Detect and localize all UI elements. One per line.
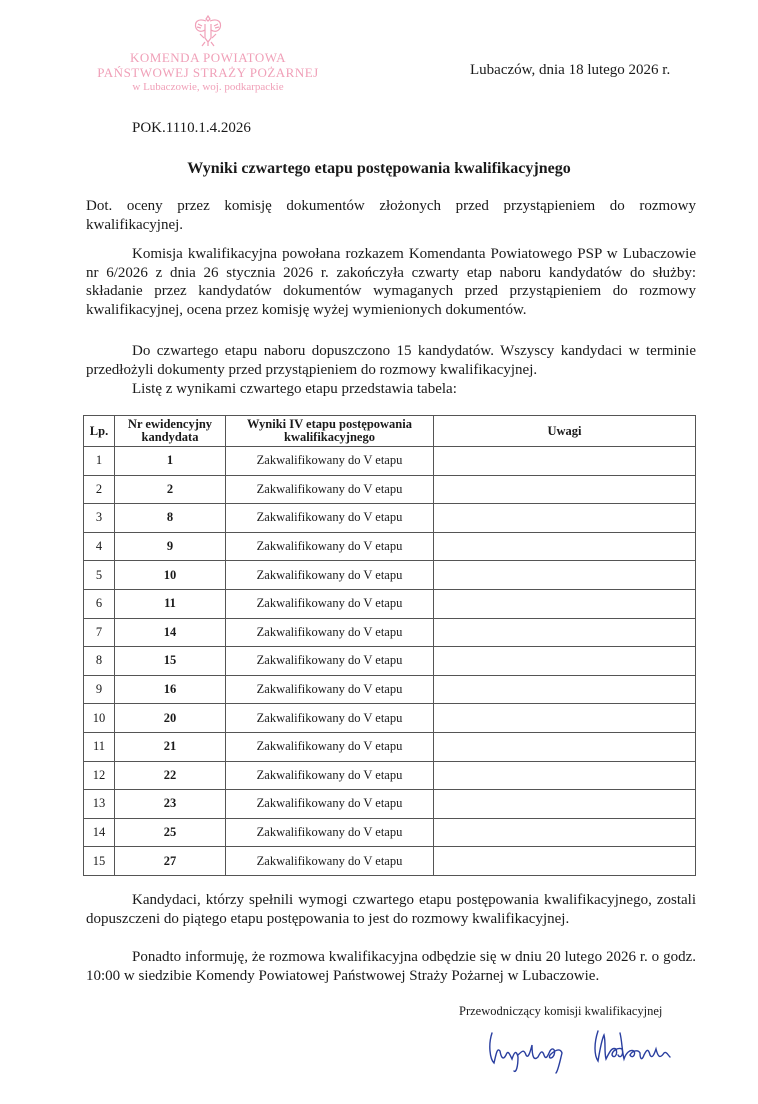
cell-notes xyxy=(434,732,696,761)
subject-paragraph: Dot. oceny przez komisję dokumentów złożonych przed przystąpieniem do rozmowy kwalifikacyjnej. xyxy=(86,198,696,233)
cell-result: Zakwalifikowany do V etapu xyxy=(226,504,434,533)
reference-number: POK.1110.1.4.2026 xyxy=(132,120,251,136)
results-table xyxy=(83,415,696,876)
cell-candidate-number: 15 xyxy=(115,647,226,676)
table-row xyxy=(84,647,696,676)
cell-result: Zakwalifikowany do V etapu xyxy=(226,704,434,733)
document-title: Wyniki czwartego etapu postępowania kwalifikacyjnego xyxy=(187,160,571,177)
table-row xyxy=(84,504,696,533)
cell-notes xyxy=(434,761,696,790)
cell-result: Zakwalifikowany do V etapu xyxy=(226,675,434,704)
cell-result: Zakwalifikowany do V etapu xyxy=(226,561,434,590)
cell-result: Zakwalifikowany do V etapu xyxy=(226,618,434,647)
handwritten-signature-icon xyxy=(470,1025,690,1075)
eagle-emblem-icon xyxy=(188,12,228,48)
signature-label: Przewodniczący komisji kwalifikacyjnej xyxy=(459,1004,663,1018)
cell-notes xyxy=(434,675,696,704)
cell-lp: 10 xyxy=(84,704,115,733)
stamp-line-2: PAŃSTWOWEJ STRAŻY POŻARNEJ xyxy=(97,65,319,80)
cell-lp: 2 xyxy=(84,475,115,504)
cell-lp: 12 xyxy=(84,761,115,790)
cell-notes xyxy=(434,818,696,847)
document-date: Lubaczów, dnia 18 lutego 2026 r. xyxy=(470,62,671,78)
cell-result: Zakwalifikowany do V etapu xyxy=(226,532,434,561)
cell-candidate-number: 25 xyxy=(115,818,226,847)
conclusion-paragraph: Kandydaci, którzy spełnili wymogi czwartego etapu postępowania kwalifikacyjnego, zostali dopuszczeni do piątego etapu postępowania to jest do rozmowy kwalifikacyjnej. xyxy=(86,892,696,927)
cell-result: Zakwalifikowany do V etapu xyxy=(226,475,434,504)
header-candidate-number: Nr ewidencyjny kandydata xyxy=(115,416,226,447)
cell-result: Zakwalifikowany do V etapu xyxy=(226,761,434,790)
interview-info-paragraph: Ponadto informuję, że rozmowa kwalifikacyjna odbędzie się w dniu 20 lutego 2026 r. o godz. 10:00 w siedzibie Komendy Powiatowej Państwowej Straży Pożarnej w Lubaczowie. xyxy=(86,949,696,984)
cell-lp: 13 xyxy=(84,790,115,819)
cell-lp: 7 xyxy=(84,618,115,647)
cell-candidate-number: 20 xyxy=(115,704,226,733)
institution-stamp xyxy=(88,12,328,95)
cell-lp: 4 xyxy=(84,532,115,561)
cell-result: Zakwalifikowany do V etapu xyxy=(226,790,434,819)
cell-notes xyxy=(434,532,696,561)
cell-result: Zakwalifikowany do V etapu xyxy=(226,447,434,476)
cell-candidate-number: 21 xyxy=(115,732,226,761)
table-intro-paragraph: Listę z wynikami czwartego etapu przedstawia tabela: xyxy=(132,381,457,397)
cell-result: Zakwalifikowany do V etapu xyxy=(226,589,434,618)
cell-candidate-number: 14 xyxy=(115,618,226,647)
cell-lp: 11 xyxy=(84,732,115,761)
cell-result: Zakwalifikowany do V etapu xyxy=(226,732,434,761)
cell-candidate-number: 23 xyxy=(115,790,226,819)
cell-candidate-number: 27 xyxy=(115,847,226,876)
table-row xyxy=(84,818,696,847)
table-row xyxy=(84,847,696,876)
header-lp: Lp. xyxy=(84,416,115,447)
cell-notes xyxy=(434,618,696,647)
table-row xyxy=(84,532,696,561)
table-row xyxy=(84,761,696,790)
cell-notes xyxy=(434,504,696,533)
table-row xyxy=(84,732,696,761)
cell-candidate-number: 16 xyxy=(115,675,226,704)
stamp-line-1: KOMENDA POWIATOWA xyxy=(130,50,286,65)
cell-candidate-number: 1 xyxy=(115,447,226,476)
cell-result: Zakwalifikowany do V etapu xyxy=(226,818,434,847)
cell-lp: 8 xyxy=(84,647,115,676)
header-result: Wyniki IV etapu postępowania kwalifikacyjnego xyxy=(226,416,434,447)
header-notes: Uwagi xyxy=(434,416,696,447)
commission-paragraph: Komisja kwalifikacyjna powołana rozkazem Komendanta Powiatowego PSP w Lubaczowie nr 6/2026 z dnia 26 stycznia 2026 r. zakończyła czwarty etap naboru kandydatów do służby: składanie przez kandydatów dokumentów wymaganych przed przystąpieniem do rozmowy kwalifikacyjnej, ocena przez komisję wyżej wymienionych dokumentów. xyxy=(86,246,696,318)
cell-lp: 6 xyxy=(84,589,115,618)
stamp-line-3: w Lubaczowie, woj. podkarpackie xyxy=(132,81,284,93)
cell-result: Zakwalifikowany do V etapu xyxy=(226,647,434,676)
cell-candidate-number: 9 xyxy=(115,532,226,561)
cell-notes xyxy=(434,447,696,476)
cell-candidate-number: 2 xyxy=(115,475,226,504)
cell-candidate-number: 8 xyxy=(115,504,226,533)
table-row xyxy=(84,447,696,476)
cell-notes xyxy=(434,647,696,676)
cell-candidate-number: 22 xyxy=(115,761,226,790)
table-row xyxy=(84,790,696,819)
candidates-paragraph: Do czwartego etapu naboru dopuszczono 15 kandydatów. Wszyscy kandydaci w terminie przedłożyli dokumenty przed przystąpieniem do rozmowy kwalifikacyjnej. xyxy=(86,343,696,378)
cell-notes xyxy=(434,561,696,590)
cell-notes xyxy=(434,847,696,876)
cell-lp: 3 xyxy=(84,504,115,533)
table-row xyxy=(84,561,696,590)
cell-notes xyxy=(434,589,696,618)
table-row xyxy=(84,589,696,618)
cell-notes xyxy=(434,790,696,819)
cell-result: Zakwalifikowany do V etapu xyxy=(226,847,434,876)
table-row xyxy=(84,475,696,504)
table-header-row xyxy=(84,416,696,447)
cell-lp: 5 xyxy=(84,561,115,590)
cell-lp: 15 xyxy=(84,847,115,876)
cell-lp: 1 xyxy=(84,447,115,476)
cell-notes xyxy=(434,704,696,733)
cell-candidate-number: 10 xyxy=(115,561,226,590)
table-row xyxy=(84,675,696,704)
cell-lp: 9 xyxy=(84,675,115,704)
table-row xyxy=(84,704,696,733)
cell-notes xyxy=(434,475,696,504)
cell-candidate-number: 11 xyxy=(115,589,226,618)
table-row xyxy=(84,618,696,647)
cell-lp: 14 xyxy=(84,818,115,847)
